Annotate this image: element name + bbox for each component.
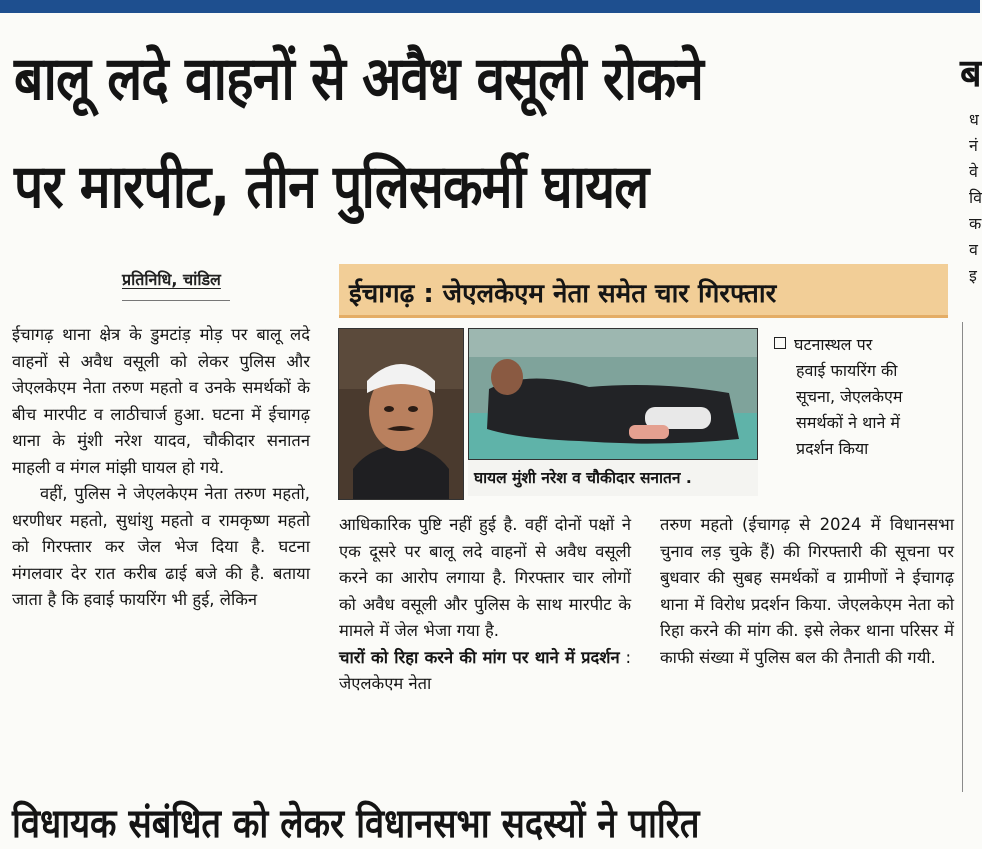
article-paragraph: वहीं, पुलिस ने जेएलकेएम नेता तरुण महतो, धरणीधर महतो, सुधांशु महतो व रामकृष्ण महतो को गिरफ्तार कर जेल भेज दिया है. घटना मंगलवार देर रात करीब ढाई बजे की है. बताया जाता है कि हवाई फायरिंग भी हुई, लेकिन	[12, 484, 310, 609]
portrait-photo	[338, 328, 464, 500]
adjacent-text-fragment: क	[969, 214, 982, 233]
article-paragraph	[339, 645, 631, 698]
column-divider	[962, 322, 963, 792]
byline: प्रतिनिधि, चांडिल	[122, 270, 221, 289]
article-column-2	[339, 512, 631, 698]
hospital-photo-image	[469, 329, 757, 459]
headline-line-2: पर मारपीट, तीन पुलिसकर्मी घायल	[14, 152, 649, 222]
adjacent-text-fragment: व	[969, 240, 978, 259]
article-column-1	[12, 322, 310, 614]
headline-line-1: बालू लदे वाहनों से अवैध वसूली रोकने	[14, 44, 704, 114]
side-caption-line: हवाई फायरिंग की	[796, 361, 898, 380]
inline-lead-text: : जेएलकेएम नेता	[339, 647, 632, 693]
adjacent-headline-fragment: ब	[960, 51, 982, 95]
article-paragraph: तरुण महतो (ईचागढ़ से 2024 में विधानसभा चुनाव लड़ चुके हैं) की गिरफ्तारी की सूचना पर बुधवार की सुबह समर्थकों व ग्रामीणों ने ईचागढ़ थाना में विरोध प्रदर्शन किया. जेएलकेएम नेता को रिहा करने की मांग की. इसे लेकर थाना परिसर में काफी संख्या में पुलिस बल की तैनाती की गयी.	[660, 515, 954, 667]
adjacent-text-fragment: इ	[969, 266, 977, 285]
masthead-rule	[0, 0, 980, 13]
photo-caption-text: घायल मुंशी नरेश व चौकीदार सनातन .	[474, 469, 692, 487]
side-caption-line: प्रदर्शन किया	[796, 439, 869, 458]
side-caption-line: सूचना, जेएलकेएम	[796, 387, 903, 406]
article-paragraph: ईचागढ़ थाना क्षेत्र के डुमटांड़ मोड़ पर बालू लदे वाहनों से अवैध वसूली को लेकर पुलिस और जेएलकेएम नेता तरुण महतो व उनके समर्थकों के बीच मारपीट व लाठीचार्ज हुआ. घटना में ईचागढ़ थाना के मुंशी नरेश यादव, चौकीदार सनातन माहली व मंगल मांझी घायल हो गये.	[12, 325, 310, 477]
portrait-photo-image	[339, 329, 463, 499]
article-paragraph: आधिकारिक पुष्टि नहीं हुई है. वहीं दोनों पक्षों ने एक दूसरे पर बालू लदे वाहनों से अवैध वसूली करने का आरोप लगाया है. गिरफ्तार चार लोगों को अवैध वसूली और पुलिस के साथ मारपीट के मामले में जेल भेजा गया है.	[339, 515, 631, 640]
photo-caption	[468, 460, 758, 496]
hospital-photo	[468, 328, 758, 460]
adjacent-text-fragment: वे	[969, 162, 978, 181]
square-bullet-icon	[774, 337, 786, 349]
adjacent-text-fragment: वि	[969, 188, 982, 207]
subheadline-text: ईचागढ़ : जेएलकेएम नेता समेत चार गिरफ्तार	[349, 279, 777, 309]
subheadline-banner	[339, 264, 948, 318]
next-headline-cutoff	[12, 796, 732, 847]
side-caption-line: समर्थकों ने थाने में	[796, 413, 900, 432]
article-column-3	[660, 512, 954, 671]
byline-underline-rule	[122, 300, 230, 301]
adjacent-article-strip	[952, 40, 980, 320]
side-caption	[774, 332, 954, 462]
adjacent-text-fragment: ध	[969, 110, 979, 129]
inline-subheading: चारों को रिहा करने की मांग पर थाने में प्रदर्शन	[339, 647, 620, 667]
side-caption-line: घटनास्थल पर	[794, 335, 873, 354]
adjacent-text-fragment: नं	[969, 136, 978, 155]
next-headline-fragment: विधायक संबंधित को लेकर विधानसभा सदस्यों ने पारित	[12, 801, 700, 847]
